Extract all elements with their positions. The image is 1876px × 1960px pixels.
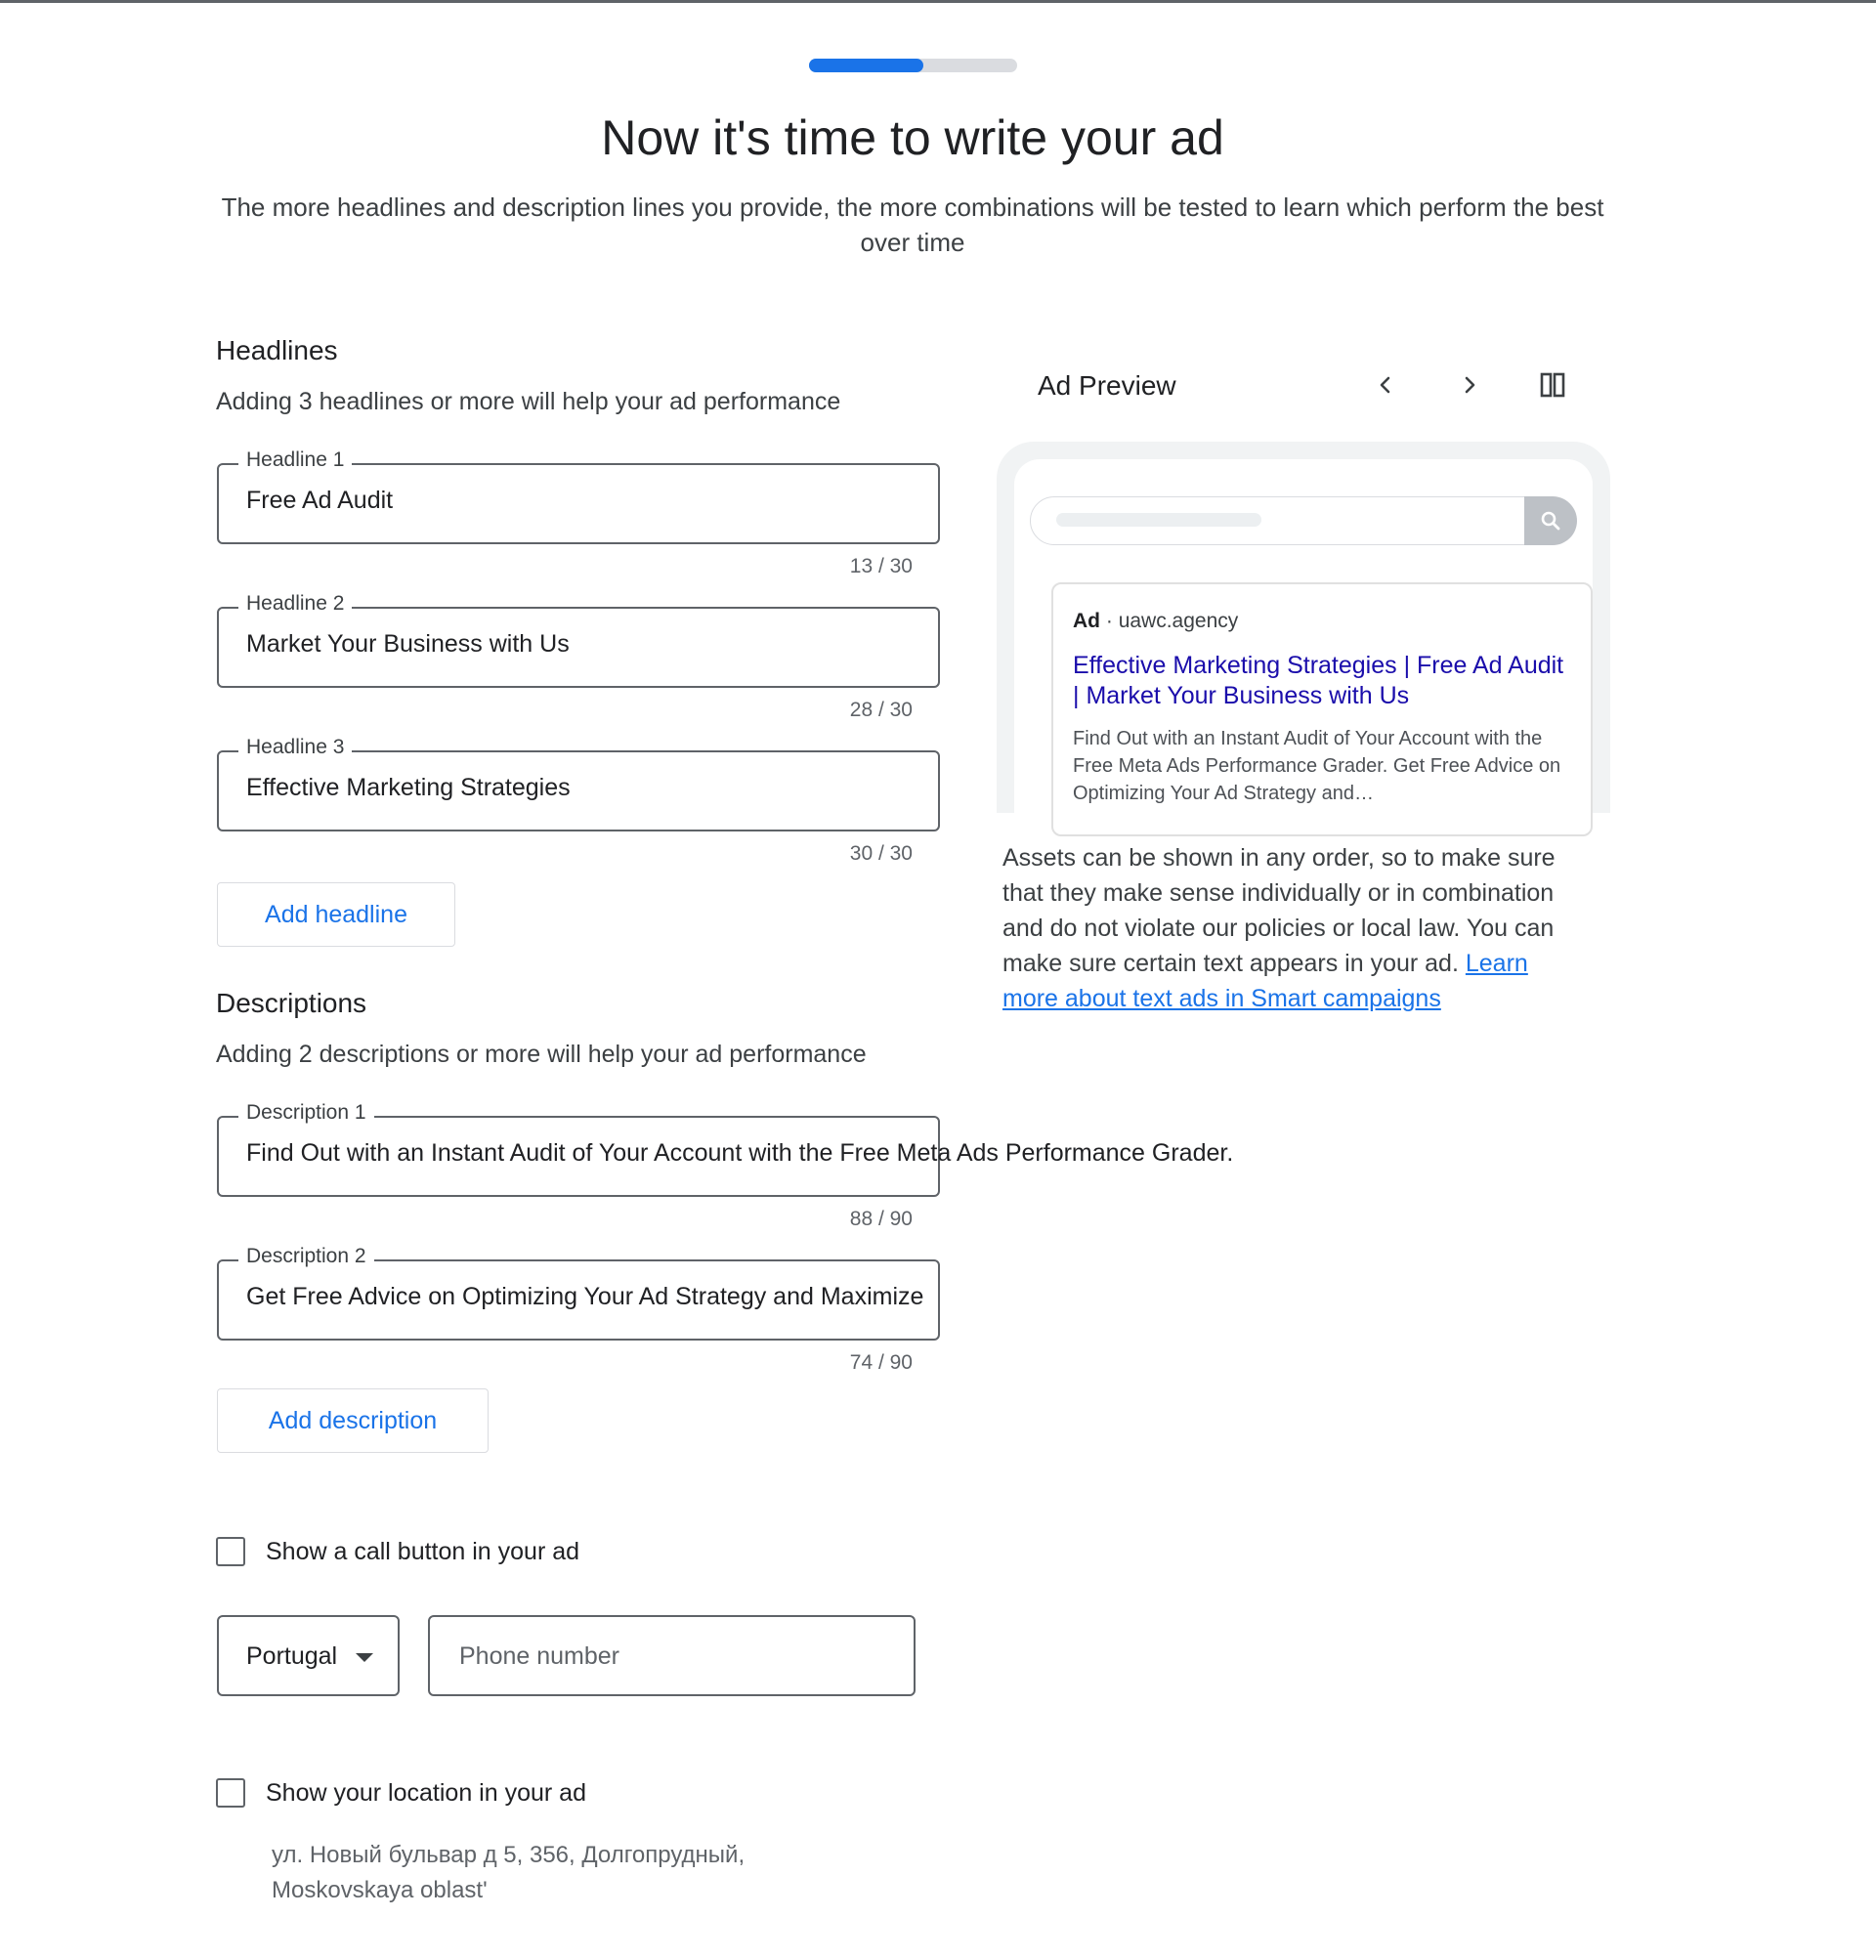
headline-2-label: Headline 2 <box>238 592 352 616</box>
add-headline-button[interactable]: Add headline <box>217 882 455 947</box>
ad-preview-device <box>997 442 1610 813</box>
description-2-value[interactable]: Get Free Advice on Optimizing Your Ad Strategy and Maximize <box>246 1283 924 1310</box>
progress-fill <box>809 59 923 72</box>
phone-number-placeholder: Phone number <box>459 1642 620 1670</box>
page-subtitle: The more headlines and description lines you provide, the more combinations will be tested to learn which perform the best over time <box>221 192 1604 257</box>
headline-1-value[interactable]: Free Ad Audit <box>246 487 394 514</box>
call-button-checkbox-label[interactable]: Show a call button in your ad <box>266 1538 580 1565</box>
address-line-1: ул. Новый бульвар д 5, 356, Долгопрудный, <box>272 1842 746 1868</box>
headline-2-value[interactable]: Market Your Business with Us <box>246 630 570 658</box>
ad-domain: uawc.agency <box>1118 610 1239 632</box>
ad-preview-description: Find Out with an Instant Audit of Your Account with the Free Meta Ads Performance Grader. Get Free Advice on Optimizing Your Ad Strategy and… <box>1073 728 1561 804</box>
description-2-field[interactable] <box>217 1245 940 1341</box>
location-checkbox[interactable] <box>216 1778 245 1808</box>
phone-number-input[interactable] <box>428 1615 916 1696</box>
headlines-title: Headlines <box>216 335 338 365</box>
search-placeholder-bar <box>1056 513 1261 527</box>
ad-preview-card <box>1051 582 1593 836</box>
description-2-counter: 74 / 90 <box>849 1351 913 1374</box>
ad-separator: · <box>1105 610 1113 632</box>
progress-bar <box>809 59 1017 72</box>
description-1-label: Description 1 <box>238 1101 374 1125</box>
chevron-right-icon[interactable] <box>1448 363 1491 406</box>
page-title: Now it's time to write your ad <box>601 110 1224 165</box>
chevron-left-icon[interactable] <box>1364 363 1407 406</box>
ad-preview-note <box>1002 840 1589 1016</box>
ad-preview-headline: Effective Marketing Strategies | Free Ad Audit | Market Your Business with Us <box>1073 652 1564 709</box>
headline-3-value[interactable]: Effective Marketing Strategies <box>246 774 571 801</box>
headline-2-counter: 28 / 30 <box>849 699 913 721</box>
country-select-value: Portugal <box>246 1642 338 1670</box>
headline-3-label: Headline 3 <box>238 736 352 759</box>
ad-preview-title: Ad Preview <box>1038 370 1176 401</box>
call-button-checkbox[interactable] <box>216 1537 245 1566</box>
description-1-field[interactable] <box>217 1101 1234 1197</box>
headline-3-counter: 30 / 30 <box>849 842 913 865</box>
device-screen <box>1014 459 1593 813</box>
learn-more-link[interactable]: Learn more about text ads in Smart campaigns <box>1002 950 1528 1012</box>
location-checkbox-label[interactable]: Show your location in your ad <box>266 1779 586 1807</box>
description-1-counter: 88 / 90 <box>849 1208 913 1230</box>
headline-3-field[interactable] <box>217 736 940 831</box>
descriptions-help: Adding 2 descriptions or more will help your ad performance <box>216 1041 867 1068</box>
ad-label: Ad <box>1073 610 1100 632</box>
headlines-help: Adding 3 headlines or more will help your ad performance <box>216 388 841 415</box>
ad-preview-note-text: Assets can be shown in any order, so to make sure that they make sense individually or in combination and do not violate our policies or local law. You can make sure certain text appears in your ad. <box>1002 844 1556 977</box>
search-icon <box>1524 496 1577 545</box>
headline-1-label: Headline 1 <box>238 448 352 472</box>
country-select[interactable] <box>217 1615 400 1696</box>
description-2-label: Description 2 <box>238 1245 374 1268</box>
headline-1-counter: 13 / 30 <box>849 555 913 577</box>
ad-tag-line <box>1073 610 1238 633</box>
business-address <box>272 1838 819 1908</box>
description-1-value[interactable]: Find Out with an Instant Audit of Your Account with the Free Meta Ads Performance Grader. <box>246 1139 1234 1167</box>
headline-1-field[interactable] <box>217 448 940 544</box>
headline-2-field[interactable] <box>217 592 940 688</box>
add-description-button[interactable]: Add description <box>217 1388 489 1453</box>
preview-search-bar <box>1030 496 1575 545</box>
columns-view-icon[interactable] <box>1532 363 1575 406</box>
descriptions-title: Descriptions <box>216 988 367 1018</box>
top-border <box>0 0 1876 3</box>
address-line-2: Moskovskaya oblast' <box>272 1877 488 1903</box>
dropdown-arrow-icon <box>356 1653 373 1662</box>
